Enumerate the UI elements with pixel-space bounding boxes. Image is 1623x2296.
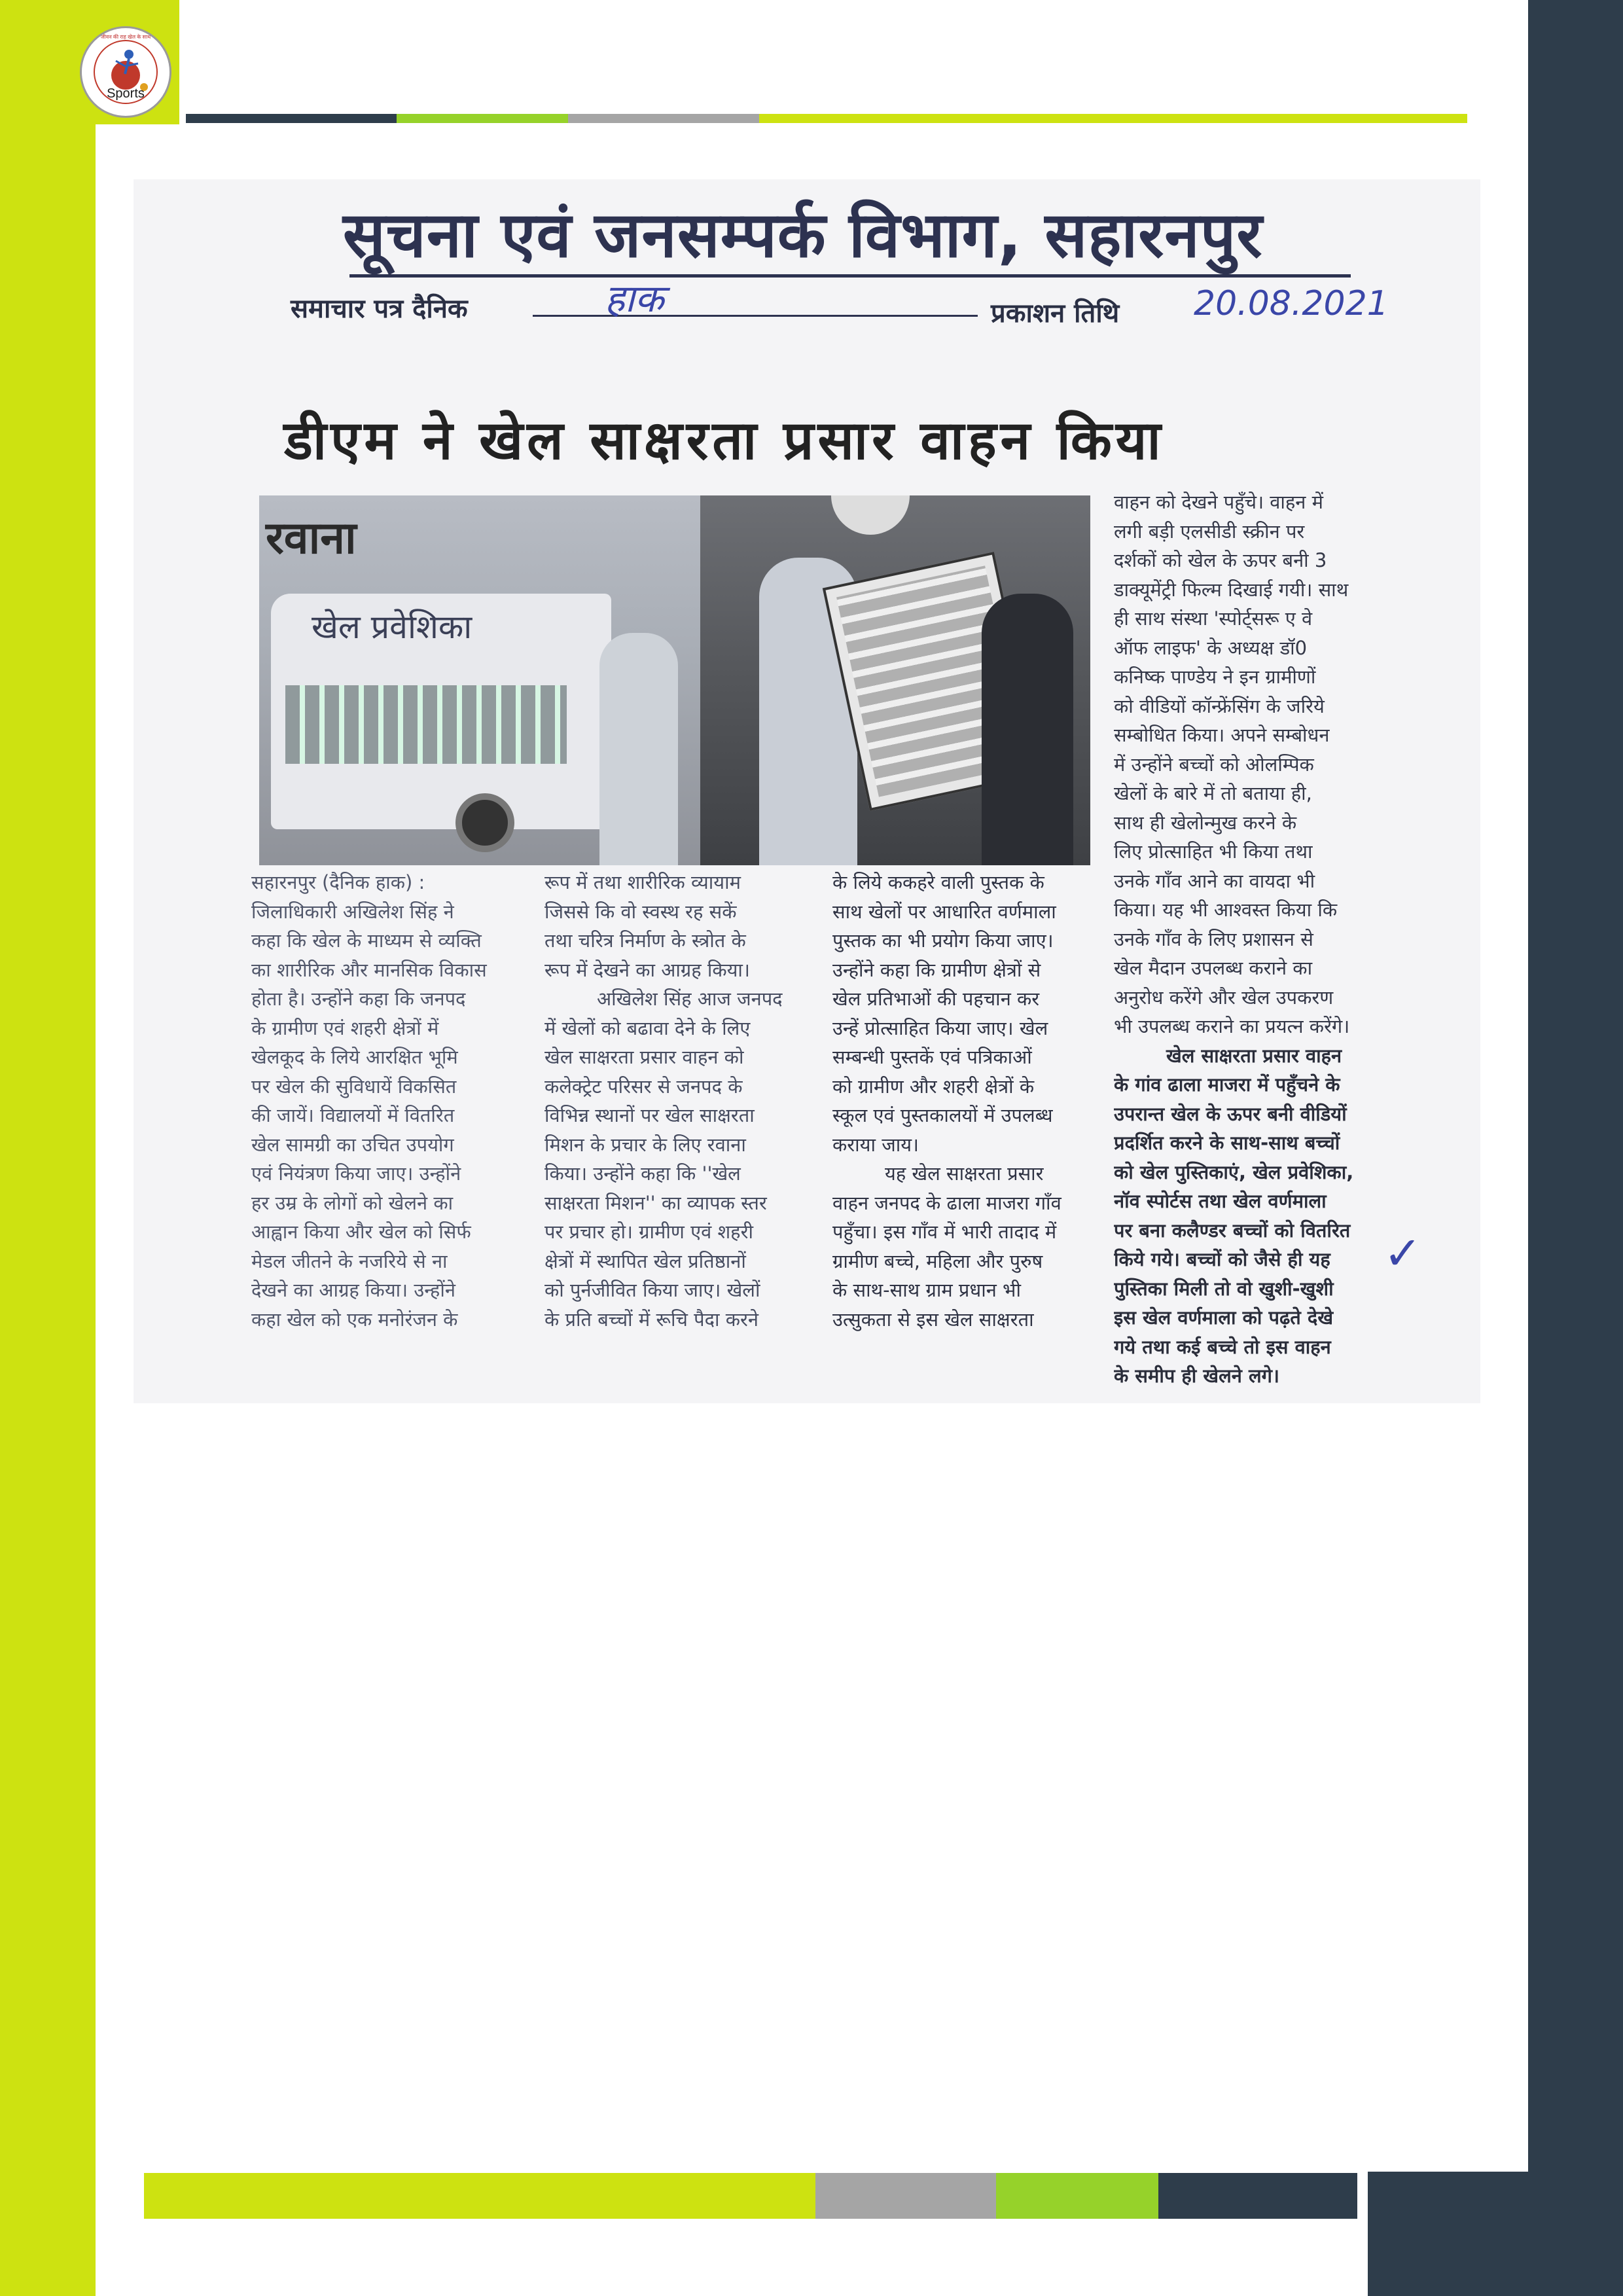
article-line: पुस्तक का भी प्रयोग किया जाए। [832, 929, 1054, 952]
person-figure [982, 594, 1073, 865]
photo-overlay-word: रवाना [266, 512, 357, 564]
article-line: नॉव स्पोर्टस तथा खेल वर्णमाला [1114, 1190, 1327, 1212]
person-figure [599, 633, 678, 865]
article-line: अखिलेश सिंह आज जनपद [597, 988, 783, 1010]
article-column-1 [251, 868, 526, 1334]
article-line: किया। उन्होंने कहा कि ''खेल [544, 1162, 741, 1185]
article-line: खेलों के बारे में तो बताया ही, [1114, 782, 1312, 804]
article-line: भी उपलब्ध कराने का प्रयत्न करेंगे। [1114, 1015, 1350, 1037]
article-line: सम्बोधित किया। अपने सम्बोधन [1114, 724, 1330, 746]
article-line: उपरान्त खेल के ऊपर बनी वीडियों [1114, 1102, 1347, 1125]
article-line: हर उम्र के लोगों को खेलने का [251, 1191, 454, 1214]
newspaper-label: समाचार पत्र दैनिक [291, 294, 468, 324]
article-line: को पुर्नजीवित किया जाए। खेलों [544, 1279, 760, 1301]
article-line: खेल सामग्री का उचित उपयोग [251, 1133, 454, 1156]
article-column-4 [1114, 488, 1405, 1391]
article-line: खेल प्रतिभाओं की पहचान कर [832, 988, 1040, 1010]
article-line: प्रदर्शित करने के साथ-साथ बच्चों [1114, 1132, 1340, 1154]
bottom-bar-green [996, 2173, 1158, 2219]
article-line: अनुरोध करेंगे और खेल उपकरण [1114, 986, 1334, 1009]
article-column-2 [544, 868, 826, 1334]
article-line: को खेल पुस्तिकाएं, खेल प्रवेशिका, [1114, 1160, 1354, 1183]
article-line: जिलाधिकारी अखिलेश सिंह ने [251, 900, 454, 923]
top-rule-navy [186, 114, 397, 123]
article-line: के गांव ढाला माजरा में पहुँचने के [1114, 1073, 1340, 1096]
article-line: साथ ही खेलोन्मुख करने के [1114, 811, 1297, 834]
department-title: सूचना एवं जनसम्पर्क विभाग, सहारनपुर [343, 198, 1263, 272]
article-line: उन्हें प्रोत्साहित किया जाए। खेल [832, 1016, 1048, 1039]
article-line: साथ खेलों पर आधारित वर्णमाला [832, 900, 1056, 923]
article-line: खेलकूद के लिये आरक्षित भूमि [251, 1046, 458, 1068]
article-line: लगी बड़ी एलसीडी स्क्रीन पर [1114, 520, 1305, 543]
logo-arc-text: जीवन की राह खेल के साथ [100, 34, 151, 40]
article-line: दर्शकों को खेल के ऊपर बनी 3 [1114, 549, 1327, 571]
article-column-3 [832, 868, 1104, 1334]
article-line: पर बना कलैण्डर बच्चों को वितरित [1114, 1219, 1351, 1242]
title-underline [349, 274, 1351, 278]
article-line: रूप में तथा शारीरिक व्यायाम [544, 871, 741, 893]
article-line: सम्बन्धी पुस्तकें एवं पत्रिकाओं [832, 1046, 1032, 1068]
article-line: आह्वान किया और खेल को सिर्फ [251, 1221, 471, 1243]
logo-word: Sports [107, 86, 145, 101]
article-line: पर खेल की सुविधायें विकसित [251, 1075, 457, 1098]
top-rule-green [397, 114, 568, 123]
top-rule-lime [759, 114, 1467, 123]
article-line: खेल मैदान उपलब्ध कराने का [1114, 957, 1313, 979]
article-line: ऑफ लाइफ' के अध्यक्ष डॉ0 [1114, 636, 1308, 659]
article-line: मिशन के प्रचार के लिए रवाना [544, 1133, 746, 1156]
article-line: के प्रति बच्चों में रूचि पैदा करने [544, 1308, 758, 1331]
article-line: होता है। उन्होंने कहा कि जनपद [251, 988, 466, 1010]
photo-sports-van [259, 495, 700, 865]
checkmark-icon: ✓ [1383, 1227, 1422, 1280]
article-headline: डीएम ने खेल साक्षरता प्रसार वाहन किया [284, 410, 1165, 472]
left-lime-border [0, 0, 96, 2296]
article-line: कलेक्ट्रेट परिसर से जनपद के [544, 1075, 743, 1098]
article-line: को ग्रामीण और शहरी क्षेत्रों के [832, 1075, 1035, 1098]
article-line: किया। यह भी आश्वस्त किया कि [1114, 899, 1338, 921]
article-line: वाहन जनपद के ढाला माजरा गाँव [832, 1191, 1061, 1214]
newspaper-clipping [134, 179, 1480, 1403]
article-line: मेडल जीतने के नजरिये से ना [251, 1249, 448, 1272]
article-line: खेल साक्षरता प्रसार वाहन को [544, 1046, 744, 1068]
article-line: उनके गाँव आने का वायदा भी [1114, 869, 1315, 892]
article-line: डाक्यूमेंट्री फिल्म दिखाई गयी। साथ [1114, 578, 1349, 601]
article-line: ही साथ संस्था 'स्पोर्ट्सरू ए वे [1114, 607, 1313, 630]
sports-emblem-icon [82, 28, 169, 116]
article-line: तथा चरित्र निर्माण के स्त्रोत के [544, 929, 746, 952]
van-wheel-icon [455, 793, 514, 852]
article-line: के ग्रामीण एवं शहरी क्षेत्रों में [251, 1016, 439, 1039]
article-line: उन्होंने कहा कि ग्रामीण क्षेत्रों से [832, 958, 1041, 981]
bottom-bar-lime [144, 2173, 815, 2219]
publish-date-handwritten: 20.08.2021 [1194, 284, 1389, 323]
photo-calendar-launch [700, 495, 1090, 865]
article-line: देखने का आग्रह किया। उन्होंने [251, 1279, 455, 1301]
article-line: जिससे कि वो स्वस्थ रह सकें [544, 900, 737, 923]
article-line: कहा कि खेल के माध्यम से व्यक्ति [251, 929, 482, 952]
article-line: के साथ-साथ ग्राम प्रधान भी [832, 1279, 1021, 1301]
top-rule-grey [568, 114, 759, 123]
article-line: क्षेत्रों में स्थापित खेल प्रतिष्ठानों [544, 1249, 746, 1272]
publish-date-label: प्रकाशन तिथि [991, 298, 1120, 329]
article-line: किये गये। बच्चों को जैसे ही यह [1114, 1248, 1330, 1270]
article-line: स्कूल एवं पुस्तकालयों में उपलब्ध [832, 1104, 1053, 1126]
article-line: एवं नियंत्रण किया जाए। उन्होंने [251, 1162, 461, 1185]
article-line: पहुँचा। इस गाँव में भारी तादाद में [832, 1221, 1057, 1243]
sports-logo [80, 26, 171, 118]
article-line: पुस्तिका मिली तो वो खुशी-खुशी [1114, 1277, 1334, 1300]
article-line: साक्षरता मिशन'' का व्यापक स्तर [544, 1191, 767, 1214]
right-navy-border [1528, 0, 1623, 2296]
article-line: को वीडियों कॉन्फ्रेंसिंग के जरिये [1114, 694, 1325, 717]
article-line: पर प्रचार हो। ग्रामीण एवं शहरी [544, 1221, 753, 1243]
van-sign-text: खेल प्रवेशिका [312, 608, 473, 646]
article-line: की जायें। विद्यालयों में वितरित [251, 1104, 455, 1126]
article-line: लिए प्रोत्साहित भी किया तथा [1114, 840, 1313, 863]
newspaper-name-handwritten: हाक [605, 276, 664, 321]
article-line: खेल साक्षरता प्रसार वाहन [1166, 1044, 1342, 1067]
article-line: रूप में देखने का आग्रह किया। [544, 958, 750, 981]
article-line: के लिये ककहरे वाली पुस्तक के [832, 871, 1044, 893]
article-line: के समीप ही खेलने लगे। [1114, 1365, 1279, 1387]
bottom-bar-grey [815, 2173, 996, 2219]
article-line: में खेलों को बढावा देने के लिए [544, 1016, 751, 1039]
article-line: यह खेल साक्षरता प्रसार [885, 1162, 1044, 1185]
article-line: विभिन्न स्थानों पर खेल साक्षरता [544, 1104, 755, 1126]
newspaper-name-line [533, 315, 978, 317]
wall-clock-icon [831, 495, 910, 535]
van-poster-grid [285, 685, 567, 764]
article-line: ग्रामीण बच्चे, महिला और पुरुष [832, 1249, 1043, 1272]
article-line: उनके गाँव के लिए प्रशासन से [1114, 927, 1313, 950]
article-line: में उन्होंने बच्चों को ओलम्पिक [1114, 753, 1314, 776]
article-line: सहारनपुर (दैनिक हाक) : [251, 871, 425, 893]
article-line: वाहन को देखने पहुँचे। वाहन में [1114, 491, 1323, 513]
article-line: कराया जाय। [832, 1133, 919, 1156]
article-line: उत्सुकता से इस खेल साक्षरता [832, 1308, 1034, 1331]
article-line: का शारीरिक और मानसिक विकास [251, 958, 487, 981]
article-line: कहा खेल को एक मनोरंजन के [251, 1308, 458, 1331]
article-line: इस खेल वर्णमाला को पढ़ते देखे [1114, 1306, 1334, 1329]
article-line: गये तथा कई बच्चे तो इस वाहन [1114, 1335, 1331, 1358]
bottom-bar-navy [1158, 2173, 1357, 2219]
article-line: कनिष्क पाण्डेय ने इन ग्रामीणों [1114, 666, 1316, 688]
bottom-navy-block [1368, 2172, 1528, 2296]
